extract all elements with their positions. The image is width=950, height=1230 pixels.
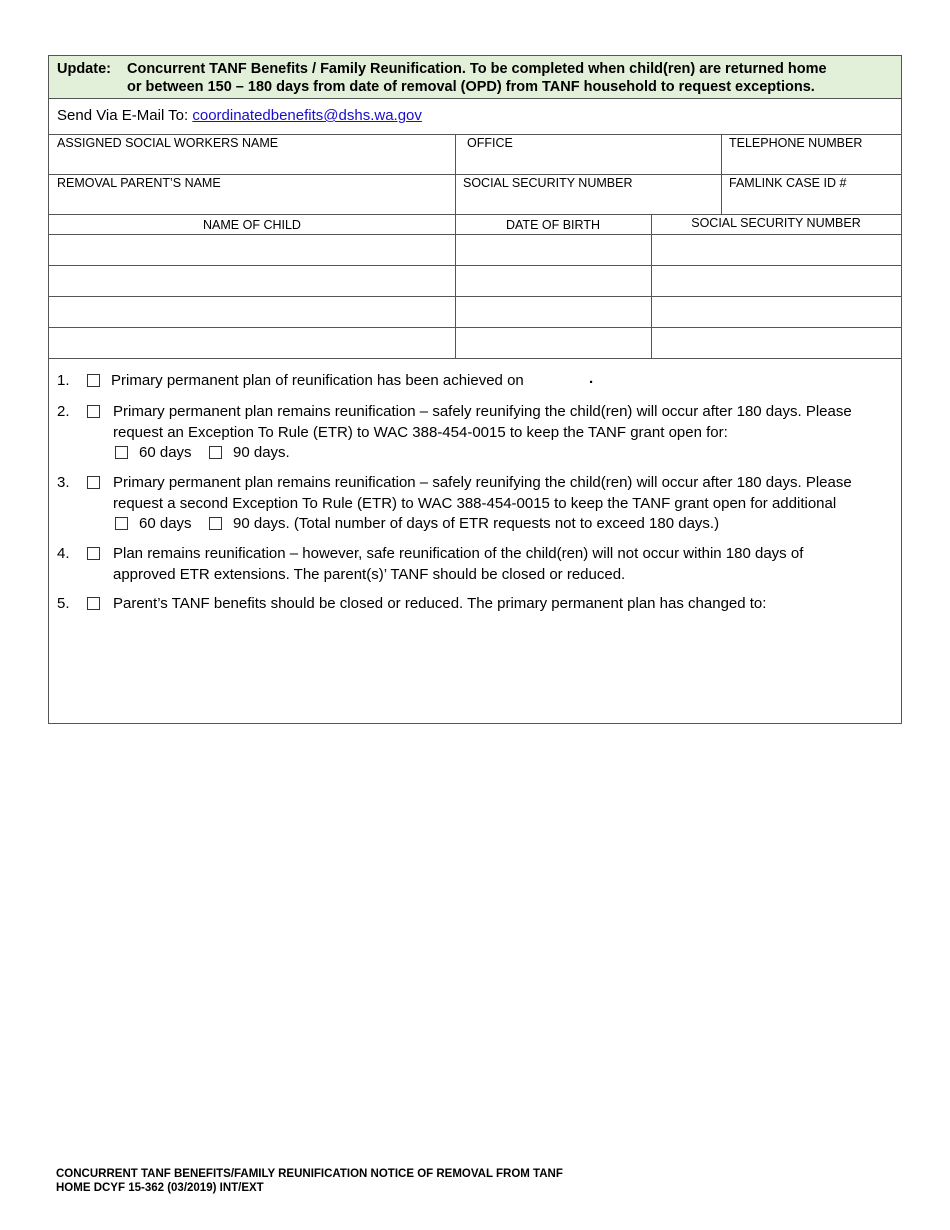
item-1-checkbox[interactable]: [87, 374, 100, 387]
header-line-2: or between 150 – 180 days from date of removal (OPD) from TANF household to request exceptions.: [127, 79, 815, 95]
col-header-ssn: SOCIAL SECURITY NUMBER: [691, 216, 861, 230]
col-header-dob: DATE OF BIRTH: [506, 218, 600, 232]
email-link[interactable]: coordinatedbenefits@dshs.wa.gov: [192, 107, 422, 124]
item-3-90-days-label: 90 days. (Total number of days of ETR requests not to exceed 180 days.): [233, 515, 720, 532]
item-5-text: Parent’s TANF benefits should be closed or reduced. The primary permanent plan has changed to:: [113, 595, 767, 612]
famlink-case-id-field[interactable]: FAMLINK CASE ID #: [729, 176, 847, 190]
divider: [721, 134, 722, 214]
item-2-60-days-checkbox[interactable]: [115, 446, 128, 459]
item-2-90-days-checkbox[interactable]: [209, 446, 222, 459]
footer-form-number: HOME DCYF 15-362 (03/2019) INT/EXT: [56, 1182, 264, 1194]
child-dob-cell[interactable]: [456, 235, 650, 265]
child-name-cell[interactable]: [50, 328, 454, 358]
item-2-90-days-label: 90 days.: [233, 444, 290, 461]
item-number: 5.: [57, 595, 70, 612]
child-ssn-cell[interactable]: [652, 266, 900, 296]
child-name-cell[interactable]: [50, 297, 454, 327]
item-3-60-days-checkbox[interactable]: [115, 517, 128, 530]
item-number: 1.: [57, 372, 70, 389]
item-3-checkbox[interactable]: [87, 476, 100, 489]
item-1-date-period: .: [589, 370, 594, 387]
col-header-child-name: NAME OF CHILD: [203, 218, 301, 232]
item-number: 3.: [57, 474, 70, 491]
child-dob-cell[interactable]: [456, 328, 650, 358]
removal-parent-name-field[interactable]: REMOVAL PARENT’S NAME: [57, 176, 221, 190]
item-4-checkbox[interactable]: [87, 547, 100, 560]
form-header: [49, 56, 901, 99]
header-label: Update:: [57, 61, 111, 77]
child-name-cell[interactable]: [50, 266, 454, 296]
email-row: [57, 107, 422, 124]
divider: [49, 174, 901, 175]
item-3-text-line-2: request a second Exception To Rule (ETR) to WAC 388-454-0015 to keep the TANF grant open for additional: [113, 495, 837, 512]
item-3-60-days-label: 60 days: [139, 515, 192, 532]
item-2-checkbox[interactable]: [87, 405, 100, 418]
item-2-60-days-label: 60 days: [139, 444, 192, 461]
divider: [49, 134, 901, 135]
divider: [455, 134, 456, 214]
child-ssn-cell[interactable]: [652, 235, 900, 265]
item-number: 4.: [57, 545, 70, 562]
child-ssn-cell[interactable]: [652, 297, 900, 327]
header-line-1: Concurrent TANF Benefits / Family Reunification. To be completed when child(ren) are returned home: [127, 61, 827, 77]
form-container: [48, 55, 902, 724]
item-2-text-line-2: request an Exception To Rule (ETR) to WAC 388-454-0015 to keep the TANF grant open for:: [113, 424, 728, 441]
child-dob-cell[interactable]: [456, 266, 650, 296]
telephone-field[interactable]: TELEPHONE NUMBER: [729, 136, 863, 150]
divider: [49, 358, 901, 359]
office-field[interactable]: OFFICE: [467, 136, 513, 150]
item-4-text-line-1: Plan remains reunification – however, safe reunification of the child(ren) will not occur within 180 days of: [113, 545, 804, 562]
child-name-cell[interactable]: [50, 235, 454, 265]
item-5-checkbox[interactable]: [87, 597, 100, 610]
new-plan-text-area[interactable]: [113, 618, 893, 718]
item-3-90-days-checkbox[interactable]: [209, 517, 222, 530]
child-ssn-cell[interactable]: [652, 328, 900, 358]
item-number: 2.: [57, 403, 70, 420]
divider: [49, 214, 901, 215]
item-1-text: Primary permanent plan of reunification has been achieved on: [111, 372, 524, 389]
email-prefix: Send Via E-Mail To:: [57, 107, 193, 124]
item-4-text-line-2: approved ETR extensions. The parent(s)’ TANF should be closed or reduced.: [113, 566, 626, 583]
item-2-text-line-1: Primary permanent plan remains reunification – safely reunifying the child(ren) will occur after 180 days. Please: [113, 403, 852, 420]
footer-title: CONCURRENT TANF BENEFITS/FAMILY REUNIFICATION NOTICE OF REMOVAL FROM TANF: [56, 1168, 563, 1180]
parent-ssn-field[interactable]: SOCIAL SECURITY NUMBER: [463, 176, 633, 190]
item-3-text-line-1: Primary permanent plan remains reunification – safely reunifying the child(ren) will occur after 180 days. Please: [113, 474, 852, 491]
child-dob-cell[interactable]: [456, 297, 650, 327]
social-worker-name-field[interactable]: ASSIGNED SOCIAL WORKERS NAME: [57, 136, 279, 150]
